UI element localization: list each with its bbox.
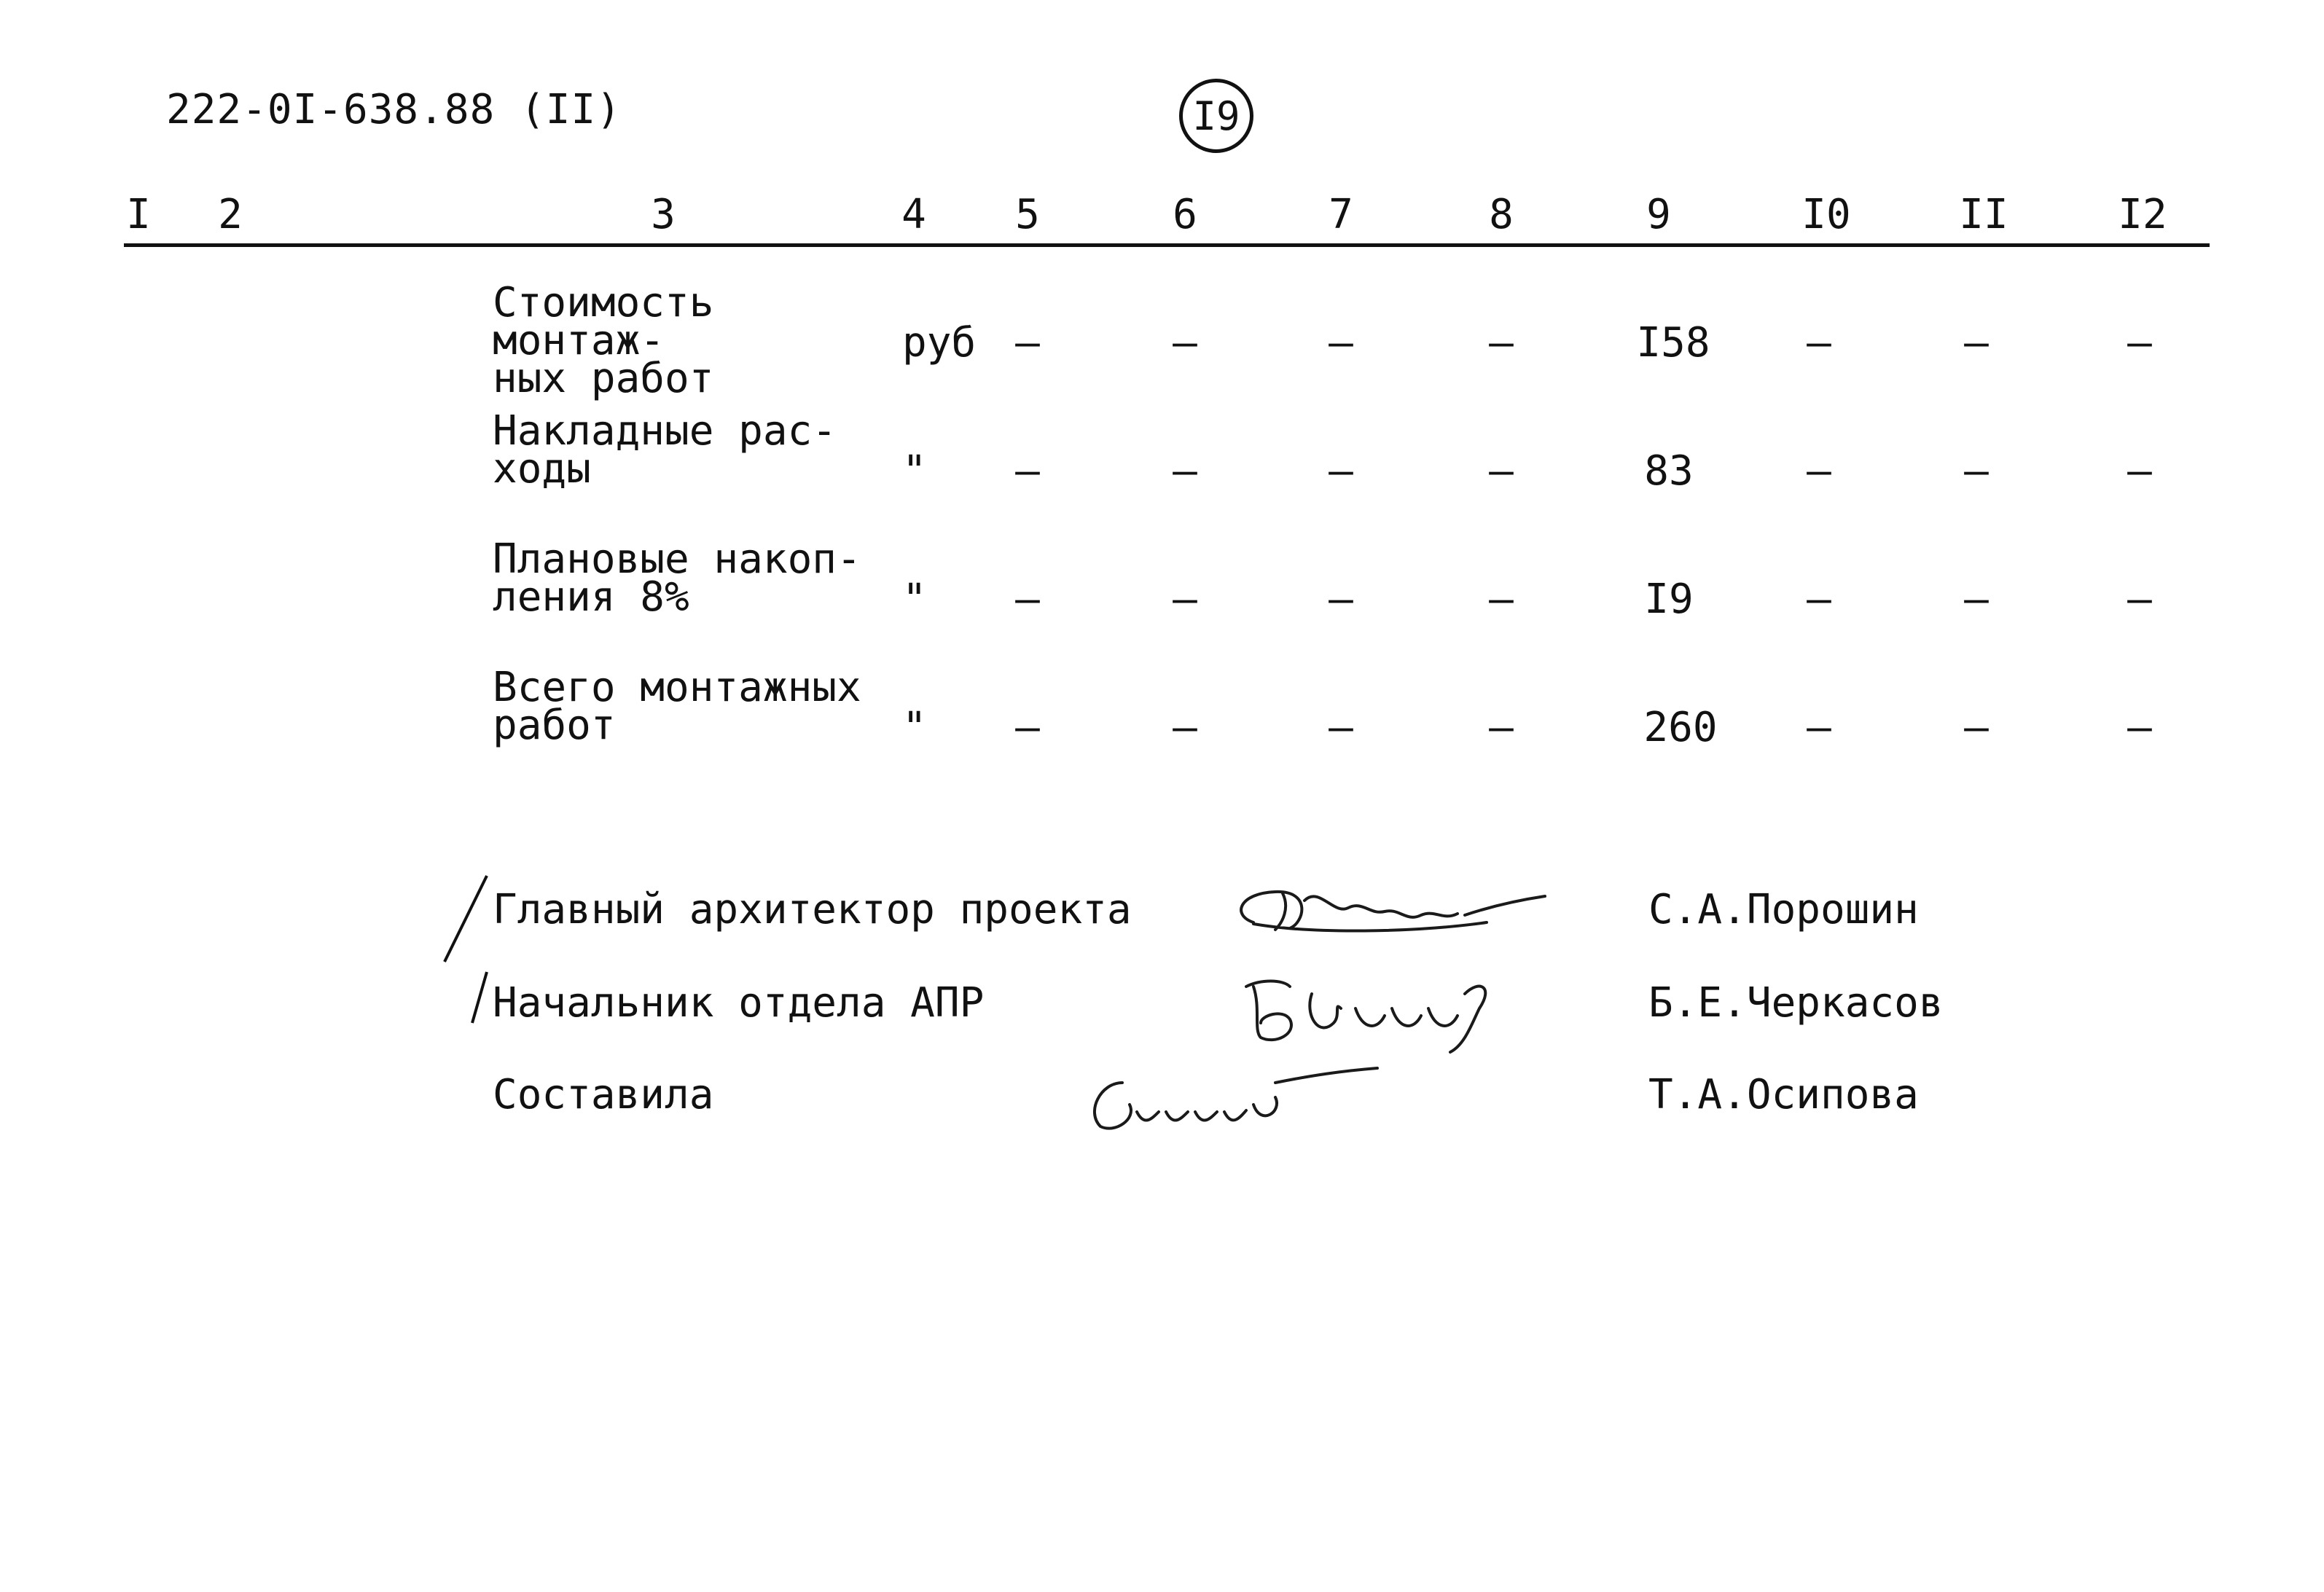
unit-cell: " — [902, 704, 927, 751]
cell-col9: 260 — [1643, 704, 1718, 751]
header-rule — [124, 243, 2210, 247]
item-label: Стоимость монтаж- ных работ — [493, 279, 714, 402]
cell-col9: I58 — [1636, 319, 1710, 366]
cell-col9: I9 — [1644, 576, 1694, 623]
cell-col7: – — [1329, 704, 1353, 751]
cell-col10: – — [1807, 319, 1831, 366]
column-number-10: I0 — [1801, 191, 1851, 238]
column-number-9: 9 — [1646, 191, 1671, 238]
cell-col5: – — [1015, 319, 1040, 366]
handwritten-signature — [1232, 965, 1538, 1059]
signatory-name: Т.А.Осипова — [1648, 1071, 1919, 1118]
cell-col6: – — [1173, 447, 1197, 495]
cell-col10: – — [1807, 447, 1831, 495]
column-number-11: II — [1959, 191, 2008, 238]
cell-col8: – — [1489, 704, 1514, 751]
cell-col11: – — [1964, 319, 1989, 366]
handwritten-signature — [1079, 1054, 1385, 1141]
cell-col7: – — [1329, 447, 1353, 495]
table-row — [0, 664, 2324, 771]
cell-col9: 83 — [1644, 447, 1694, 495]
cell-col11: – — [1964, 576, 1989, 623]
item-label: Плановые накоп- ления 8% — [493, 536, 861, 621]
cell-col6: – — [1173, 319, 1197, 366]
column-number-4: 4 — [901, 191, 926, 238]
column-number-12: I2 — [2118, 191, 2167, 238]
cell-col8: – — [1489, 319, 1514, 366]
cell-col12: – — [2127, 319, 2152, 366]
handwritten-signature — [1224, 871, 1560, 959]
column-number-6: 6 — [1173, 191, 1197, 238]
unit-cell: " — [902, 576, 927, 623]
signature-row — [0, 979, 2324, 1045]
column-number-1: I — [126, 191, 151, 238]
table-row — [0, 407, 2324, 514]
signatory-title: Составила — [493, 1071, 714, 1118]
signatory-title: Начальник отдела АПР — [493, 979, 985, 1027]
cell-col12: – — [2127, 704, 2152, 751]
cell-col10: – — [1807, 576, 1831, 623]
cell-col7: – — [1329, 319, 1353, 366]
cell-col12: – — [2127, 447, 2152, 495]
cell-col11: – — [1964, 447, 1989, 495]
cell-col8: – — [1489, 447, 1514, 495]
table-row — [0, 536, 2324, 643]
cell-col11: – — [1964, 704, 1989, 751]
unit-cell: руб — [902, 319, 977, 366]
signature-row — [0, 1071, 2324, 1137]
signatory-name: Б.Е.Черкасов — [1648, 979, 1944, 1027]
page-number: I9 — [1192, 93, 1240, 139]
cell-col8: – — [1489, 576, 1514, 623]
column-number-2: 2 — [218, 191, 243, 238]
cell-col10: – — [1807, 704, 1831, 751]
cell-col5: – — [1015, 704, 1040, 751]
cell-col6: – — [1173, 704, 1197, 751]
item-label: Накладные рас- ходы — [493, 407, 837, 493]
unit-cell: " — [902, 447, 927, 495]
column-number-5: 5 — [1015, 191, 1040, 238]
item-label: Всего монтажных работ — [493, 664, 861, 749]
page-number-circle — [1179, 79, 1253, 153]
signatory-name: С.А.Порошин — [1648, 886, 1919, 933]
table-row — [0, 279, 2324, 402]
cell-col5: – — [1015, 447, 1040, 495]
column-number-3: 3 — [651, 191, 676, 238]
cell-col6: – — [1173, 576, 1197, 623]
signature-row — [0, 886, 2324, 952]
column-number-7: 7 — [1329, 191, 1353, 238]
cell-col12: – — [2127, 576, 2152, 623]
document-code: 222-0I-638.88 (II) — [166, 86, 622, 133]
cell-col5: – — [1015, 576, 1040, 623]
cell-col7: – — [1329, 576, 1353, 623]
column-number-8: 8 — [1489, 191, 1514, 238]
signatory-title: Главный архитектор проекта — [493, 886, 1132, 933]
